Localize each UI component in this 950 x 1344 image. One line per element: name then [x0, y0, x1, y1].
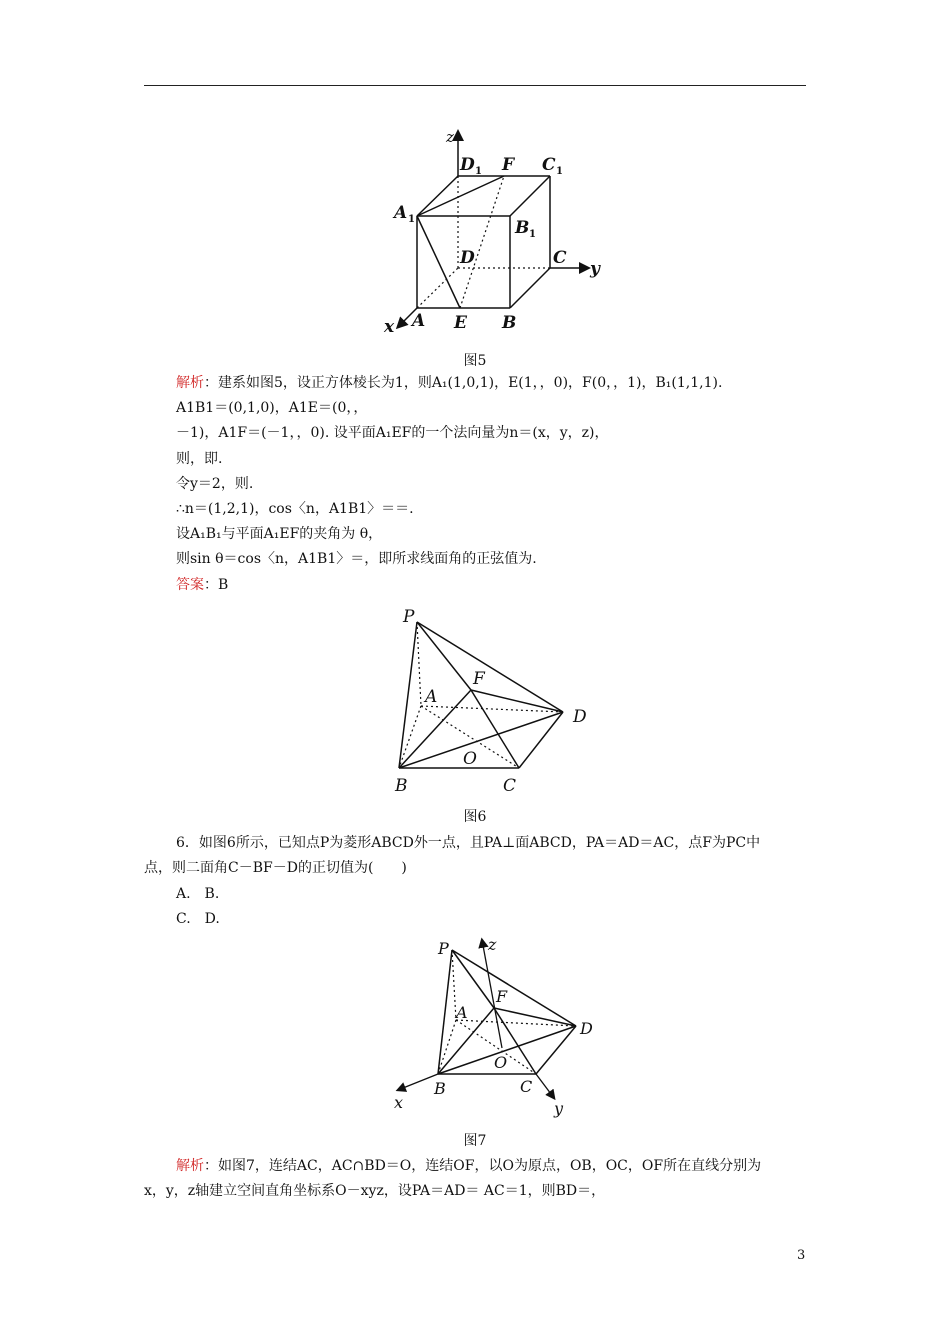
fig7-label-c: C — [520, 1077, 533, 1096]
fig5-label-c1-sub: 1 — [556, 166, 563, 177]
fig7-label-b: B — [434, 1079, 446, 1098]
fig5-label-a1-sub: 1 — [408, 214, 415, 225]
solution5-line4: 则，即. — [176, 451, 223, 467]
fig5-label-a1: A — [394, 203, 408, 223]
fig5-label-x: x — [384, 317, 395, 337]
fig6-label-c: C — [503, 776, 517, 796]
fig5-label-d1-sub: 1 — [475, 166, 482, 177]
fig5-label-b: B — [502, 313, 517, 333]
question6-line1: 6．如图6所示，已知点P为菱形ABCD外一点，且PA⊥面ABCD，PA＝AD＝AC，点F为PC中 — [176, 835, 761, 851]
fig6-label-p: P — [403, 607, 415, 627]
fig7-label-x: x — [394, 1093, 404, 1112]
fig5-label-y: y — [590, 259, 600, 279]
figure-6-pyramid — [385, 600, 605, 800]
solution5-line1: 解析：建系如图5，设正方体棱长为1，则A₁(1,0,1)，E(1，，0)，F(0，，1)，B₁(1,1,1). — [176, 375, 723, 391]
solution5-line2: A1B1＝(0,1,0)，A1E＝(0，， — [176, 400, 368, 416]
fig6-label-o: O — [463, 749, 477, 769]
fig5-label-d: D — [460, 248, 475, 268]
figure-6-caption: 图6 — [463, 809, 487, 825]
fig7-label-y: y — [554, 1099, 564, 1118]
solution5-line8: 则sin θ＝cos〈n，A1B1〉＝，即所求线面角的正弦值为. — [176, 551, 537, 567]
fig6-label-b: B — [395, 776, 408, 796]
figure-7-caption: 图7 — [463, 1133, 487, 1149]
fig5-label-a: A — [412, 311, 426, 331]
solution6-label: 解析 — [176, 1158, 204, 1174]
solution5-line3: －1)，A1F＝(－1，，0). 设平面A₁EF的一个法向量为n＝(x，y，z)， — [176, 425, 609, 441]
fig6-label-f: F — [473, 669, 485, 689]
fig6-label-a: A — [425, 687, 438, 707]
figure-7-coordinates — [380, 930, 610, 1120]
header-rule — [144, 85, 806, 86]
solution6-line2: x，y，z轴建立空间直角坐标系O－xyz，设PA＝AD＝ AC＝1，则BD＝， — [144, 1183, 606, 1199]
fig5-label-z: z — [446, 128, 454, 146]
figure-5-caption: 图5 — [463, 353, 487, 369]
fig5-label-c: C — [553, 248, 567, 268]
fig5-label-d1: D — [460, 155, 475, 175]
fig7-label-o: O — [494, 1053, 508, 1072]
question6-options-cd: C. D. — [176, 911, 220, 927]
solution6-line1: 解析：如图7，连结AC，AC∩BD＝O，连结OF，以O为原点，OB，OC，OF所在直线分别为 — [176, 1158, 762, 1174]
fig7-label-p: P — [438, 939, 449, 958]
question6-options-ab: A. B. — [176, 886, 220, 902]
fig5-label-e: E — [454, 313, 467, 333]
fig5-label-c1: C — [542, 155, 556, 175]
question6-line2: 点，则二面角C－BF－D的正切值为( ) — [144, 860, 407, 876]
fig5-label-b1-sub: 1 — [529, 229, 536, 240]
solution5-answer: 答案：B — [176, 577, 229, 593]
page-number: 3 — [797, 1248, 806, 1263]
fig7-label-f: F — [496, 987, 508, 1006]
figure-5-cube — [370, 120, 610, 340]
fig6-label-d: D — [573, 707, 587, 727]
fig7-label-d: D — [580, 1019, 593, 1038]
fig5-label-b1: B — [515, 218, 530, 238]
solution5-line5: 令y＝2，则. — [176, 476, 254, 492]
answer-label: 答案 — [176, 577, 204, 593]
solution5-line6: ∴n＝(1,2,1)，cos〈n，A1B1〉＝＝. — [176, 501, 414, 517]
solution5-label: 解析 — [176, 375, 204, 391]
fig5-label-f: F — [502, 155, 515, 175]
fig7-label-a: A — [456, 1003, 468, 1022]
solution5-line7: 设A₁B₁与平面A₁EF的夹角为 θ， — [176, 526, 383, 542]
fig7-label-z: z — [488, 935, 497, 954]
